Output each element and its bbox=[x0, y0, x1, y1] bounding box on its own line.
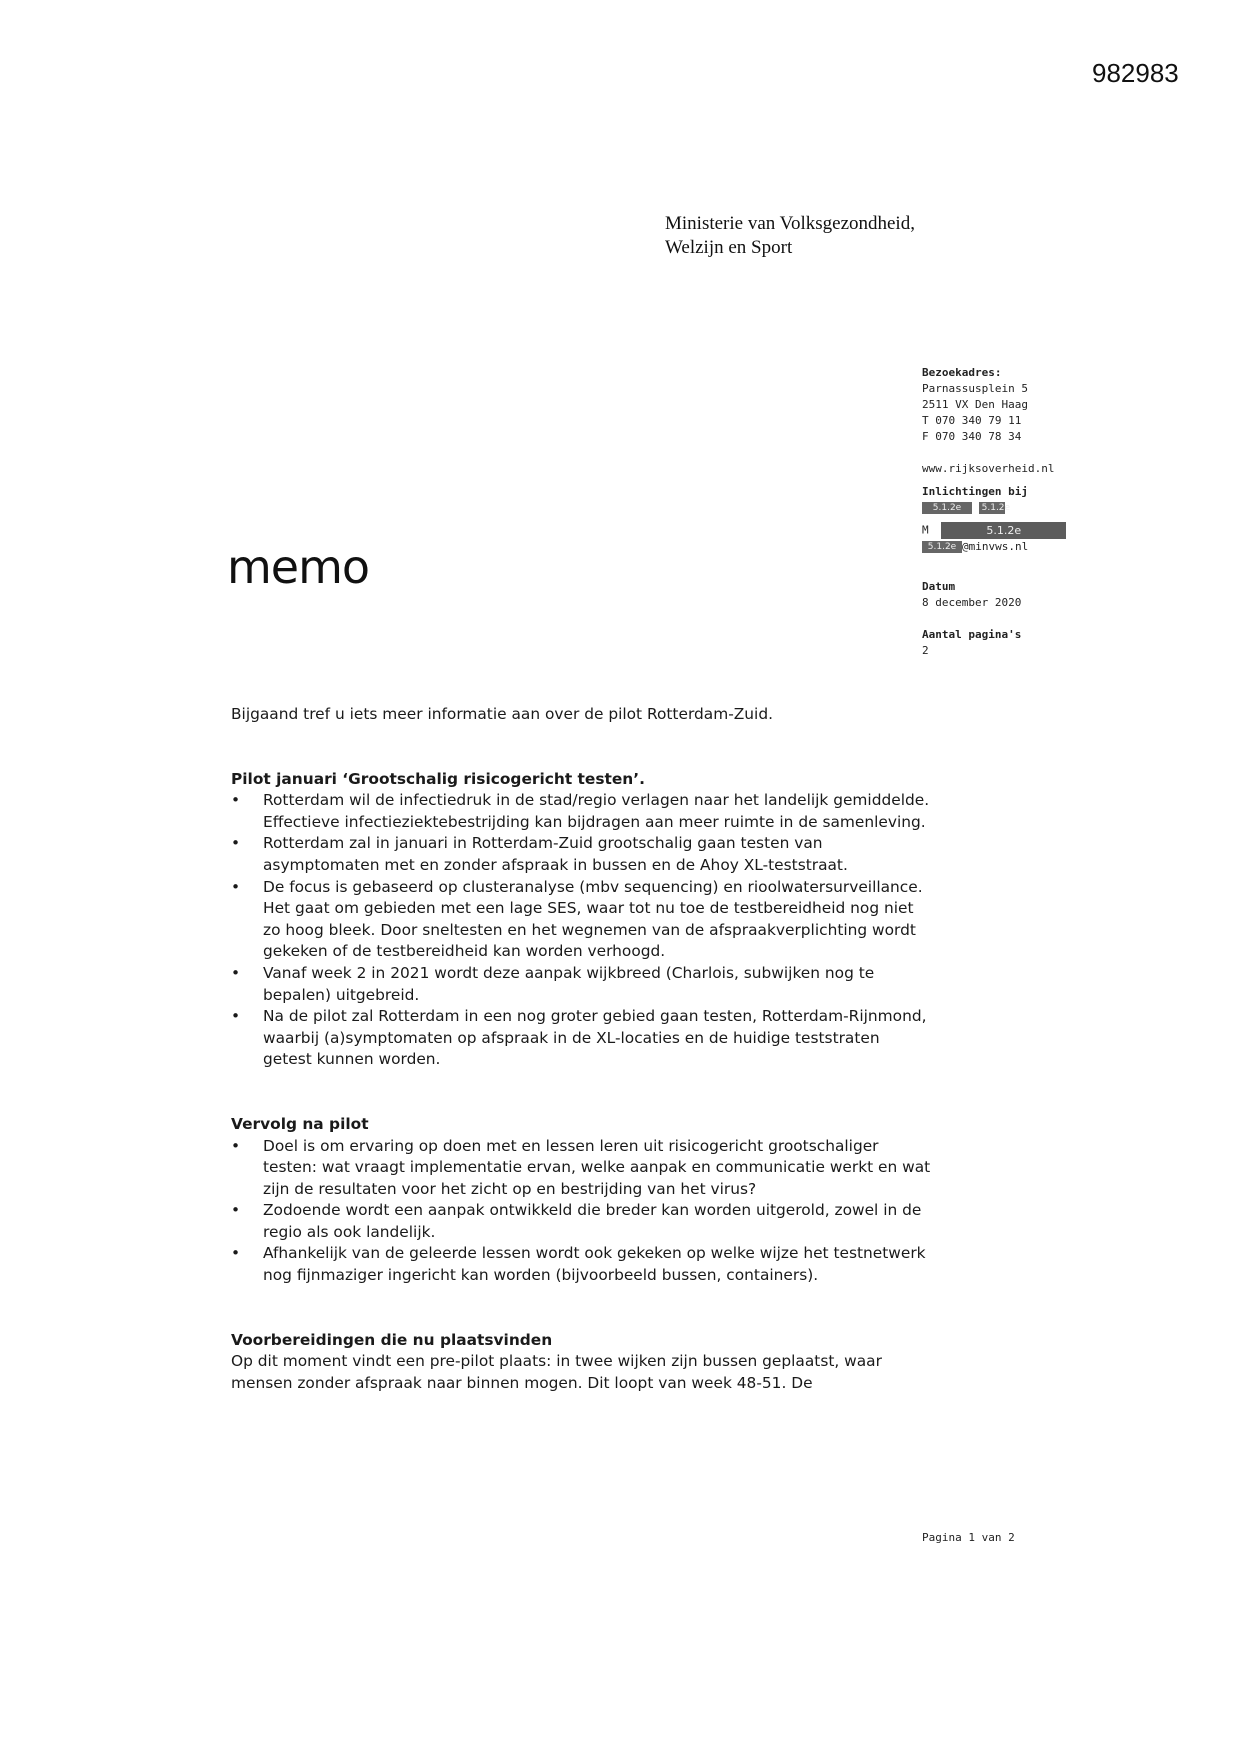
address-line-1: Parnassusplein 5 bbox=[922, 382, 1028, 395]
ministry-line-1: Ministerie van Volksgezondheid, bbox=[665, 213, 915, 234]
phone-number: T 070 340 79 11 bbox=[922, 414, 1022, 427]
ministry-line-2: Welzijn en Sport bbox=[665, 237, 793, 258]
section-pilot bbox=[231, 769, 931, 1071]
redaction-block: 5.1.2e bbox=[922, 541, 962, 553]
email-domain: @minvws.nl bbox=[962, 540, 1029, 553]
date-label: Datum bbox=[922, 580, 956, 593]
date-value: 8 december 2020 bbox=[922, 596, 1022, 609]
memo-body bbox=[231, 704, 931, 1394]
visit-address-label: Bezoekadres: bbox=[922, 366, 1002, 379]
section-heading: Voorbereidingen die nu plaatsvinden bbox=[231, 1330, 553, 1349]
list-item: • Afhankelijk van de geleerde lessen wordt ook gekeken op welke wijze het testnetwerk nog fijnmaziger ingericht kan worden (bijvoorbeeld bussen, containers). bbox=[231, 1244, 926, 1285]
address-line-2: 2511 VX Den Haag bbox=[922, 398, 1028, 411]
preparations-paragraph: Op dit moment vindt een pre-pilot plaats: in twee wijken zijn bussen geplaatst, waar mensen zonder afspraak naar binnen mogen. Dit loopt van week 48-51. De bbox=[231, 1352, 882, 1392]
bullet-list bbox=[231, 1136, 931, 1287]
redaction-block: 5.1.2e bbox=[979, 502, 1005, 514]
list-item: • Doel is om ervaring op doen met en lessen leren uit risicogericht grootschaliger testen: wat vraagt implementatie ervan, welke aanpak en communicatie werkt en wat zijn de resultaten voor het zicht op en bestrijding van het virus? bbox=[231, 1136, 931, 1198]
section-heading: Vervolg na pilot bbox=[231, 1114, 369, 1133]
info-label: Inlichtingen bij bbox=[922, 485, 1028, 498]
redaction-block: 5.1.2e bbox=[922, 502, 972, 514]
mobile-prefix: M bbox=[922, 523, 929, 537]
list-item: • Rotterdam wil de infectiedruk in de stad/regio verlagen naar het landelijk gemiddelde. Effectieve infectieziektebestrijding kan bijdragen aan meer ruimte in de samenleving. bbox=[231, 791, 930, 831]
redacted-email bbox=[922, 539, 1122, 555]
fax-number: F 070 340 78 34 bbox=[922, 430, 1022, 443]
list-item: • Vanaf week 2 in 2021 wordt deze aanpak wijkbreed (Charlois, subwijken nog te bepalen) uitgebreid. bbox=[231, 963, 875, 1004]
pages-label: Aantal pagina's bbox=[922, 628, 1022, 641]
list-item: • Rotterdam zal in januari in Rotterdam-Zuid grootschalig gaan testen van asymptomaten met en zonder afspraak in bussen en de Ahoy XL-teststraat. bbox=[231, 834, 848, 874]
page-footer: Pagina 1 van 2 bbox=[922, 1531, 1015, 1544]
pages-value: 2 bbox=[922, 644, 929, 657]
redacted-mobile bbox=[922, 522, 1122, 539]
section-preparations bbox=[231, 1330, 931, 1395]
list-item: • De focus is gebaseerd op clusteranalyse (mbv sequencing) en rioolwatersurveillance. Het gaat om gebieden met een lage SES, waar tot nu toe de testbereidheid nog niet zo hoog bleek. Door sneltesten en het wegnemen van de afspraakverplichting wordt gekeken of de testbereidheid kan worden verhoogd. bbox=[231, 877, 923, 961]
ministry-logo-text bbox=[665, 212, 915, 260]
list-item: • Na de pilot zal Rotterdam in een nog groter gebied gaan testen, Rotterdam-Rijnmond, waarbij (a)symptomaten op afspraak in de XL-locaties en de huidige teststraten getest kunnen worden. bbox=[231, 1007, 927, 1069]
intro-paragraph: Bijgaand tref u iets meer informatie aan over de pilot Rotterdam-Zuid. bbox=[231, 705, 773, 723]
document-number: 982983 bbox=[1092, 58, 1179, 88]
list-item: • Zodoende wordt een aanpak ontwikkeld die breder kan worden uitgerold, zowel in de regio als ook landelijk. bbox=[231, 1201, 922, 1241]
memo-title: memo bbox=[227, 540, 370, 594]
contact-sidebar bbox=[922, 365, 1122, 659]
website-link[interactable]: www.rijksoverheid.nl bbox=[922, 462, 1055, 475]
section-heading: Pilot januari ‘Grootschalig risicogericht testen’. bbox=[231, 769, 645, 788]
section-vervolg bbox=[231, 1114, 931, 1287]
redacted-contact-name bbox=[922, 500, 1122, 516]
redaction-block: 5.1.2e bbox=[941, 522, 1066, 539]
bullet-list bbox=[231, 790, 931, 1071]
